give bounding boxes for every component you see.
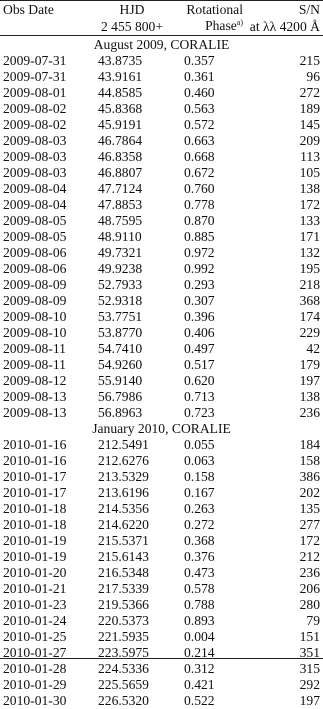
header-phase-text: Phase bbox=[205, 18, 237, 33]
sn-cell: 218 bbox=[299, 277, 320, 292]
sn-cell: 96 bbox=[306, 69, 320, 84]
sn-cell: 215 bbox=[299, 53, 320, 68]
section-title: January 2010, CORALIE bbox=[92, 421, 231, 436]
table-row bbox=[0, 293, 323, 309]
table-row bbox=[0, 389, 323, 405]
phase-cell: 0.361 bbox=[184, 69, 215, 84]
hjd-cell: 45.9191 bbox=[98, 117, 143, 132]
section-header-row bbox=[0, 37, 323, 53]
header-obs-date-blank bbox=[0, 18, 94, 37]
table-row bbox=[0, 485, 323, 501]
obs-date-cell: 2010-01-19 bbox=[3, 533, 67, 548]
table-row bbox=[0, 469, 323, 485]
hjd-cell: 220.5373 bbox=[98, 613, 149, 628]
table-row bbox=[0, 693, 323, 709]
sn-cell: 197 bbox=[299, 693, 320, 708]
phase-cell: 0.870 bbox=[184, 213, 215, 228]
hjd-cell: 54.9260 bbox=[98, 357, 143, 372]
hjd-cell: 48.7595 bbox=[98, 213, 143, 228]
obs-date-cell: 2009-08-11 bbox=[3, 341, 66, 356]
table-row bbox=[0, 165, 323, 181]
hjd-cell: 47.7124 bbox=[98, 181, 143, 196]
table-row bbox=[0, 661, 323, 677]
phase-cell: 0.517 bbox=[184, 357, 215, 372]
obs-date-cell: 2009-08-05 bbox=[3, 229, 67, 244]
sn-cell: 174 bbox=[299, 309, 320, 324]
sn-cell: 368 bbox=[299, 293, 320, 308]
table-row bbox=[0, 149, 323, 165]
sn-cell: 138 bbox=[299, 389, 320, 404]
sn-cell: 206 bbox=[299, 581, 320, 596]
sn-cell: 113 bbox=[300, 149, 320, 164]
phase-cell: 0.563 bbox=[184, 101, 215, 116]
sn-cell: 272 bbox=[299, 85, 320, 100]
header-hjd-offset: 2 455 800+ bbox=[100, 19, 164, 34]
phase-cell: 0.572 bbox=[184, 117, 215, 132]
sn-cell: 212 bbox=[299, 549, 320, 564]
phase-cell: 0.055 bbox=[184, 437, 215, 452]
sn-cell: 236 bbox=[299, 405, 320, 420]
obs-date-cell: 2010-01-16 bbox=[3, 453, 67, 468]
sn-cell: 292 bbox=[299, 677, 320, 692]
table-row bbox=[0, 517, 323, 533]
table-row bbox=[0, 85, 323, 101]
header-phase-footnote: a) bbox=[236, 18, 243, 27]
phase-cell: 0.167 bbox=[184, 485, 215, 500]
header-hjd: HJD bbox=[119, 2, 145, 17]
hjd-cell: 55.9140 bbox=[98, 373, 143, 388]
table-row bbox=[0, 597, 323, 613]
obs-date-cell: 2009-08-03 bbox=[3, 149, 67, 164]
obs-date-cell: 2010-01-29 bbox=[3, 677, 67, 692]
sn-cell: 229 bbox=[299, 325, 320, 340]
table-row bbox=[0, 629, 323, 645]
phase-cell: 0.885 bbox=[184, 229, 215, 244]
hjd-cell: 46.8358 bbox=[98, 149, 143, 164]
hjd-cell: 43.9161 bbox=[98, 69, 143, 84]
table-row bbox=[0, 405, 323, 421]
table-row bbox=[0, 453, 323, 469]
sn-cell: 386 bbox=[299, 469, 320, 484]
obs-date-cell: 2010-01-17 bbox=[3, 485, 67, 500]
phase-cell: 0.578 bbox=[184, 581, 215, 596]
sn-cell: 171 bbox=[299, 229, 320, 244]
header-phase bbox=[170, 18, 246, 37]
table-row bbox=[0, 613, 323, 629]
phase-cell: 0.376 bbox=[184, 549, 215, 564]
table-row bbox=[0, 69, 323, 85]
sn-cell: 135 bbox=[299, 501, 320, 516]
phase-cell: 0.293 bbox=[184, 277, 215, 292]
obs-date-cell: 2009-08-10 bbox=[3, 325, 67, 340]
phase-cell: 0.620 bbox=[184, 373, 215, 388]
obs-date-cell: 2009-08-02 bbox=[3, 101, 67, 116]
phase-cell: 0.272 bbox=[184, 517, 215, 532]
hjd-cell: 47.8853 bbox=[98, 197, 143, 212]
table-row bbox=[0, 277, 323, 293]
table-row bbox=[0, 117, 323, 133]
table-header bbox=[0, 0, 323, 37]
hjd-cell: 215.5371 bbox=[98, 533, 149, 548]
sn-cell: 351 bbox=[299, 645, 320, 660]
hjd-cell: 221.5935 bbox=[98, 629, 149, 644]
sn-cell: 138 bbox=[299, 181, 320, 196]
hjd-cell: 54.7410 bbox=[98, 341, 143, 356]
obs-date-cell: 2009-08-13 bbox=[3, 389, 67, 404]
sn-cell: 105 bbox=[299, 165, 320, 180]
hjd-cell: 224.5336 bbox=[98, 661, 149, 676]
obs-date-cell: 2009-08-06 bbox=[3, 261, 67, 276]
table-row bbox=[0, 677, 323, 693]
hjd-cell: 52.7933 bbox=[98, 277, 143, 292]
hjd-cell: 213.6196 bbox=[98, 485, 149, 500]
hjd-cell: 45.8368 bbox=[98, 101, 143, 116]
sn-cell: 158 bbox=[299, 453, 320, 468]
obs-date-cell: 2009-07-31 bbox=[3, 69, 67, 84]
phase-cell: 0.663 bbox=[184, 133, 215, 148]
hjd-cell: 226.5320 bbox=[98, 693, 149, 708]
sn-cell: 202 bbox=[299, 485, 320, 500]
sn-cell: 277 bbox=[299, 517, 320, 532]
obs-date-cell: 2010-01-19 bbox=[3, 549, 67, 564]
phase-cell: 0.158 bbox=[184, 469, 215, 484]
table-row bbox=[0, 373, 323, 389]
hjd-cell: 213.5329 bbox=[98, 469, 149, 484]
phase-cell: 0.473 bbox=[184, 565, 215, 580]
sn-cell: 79 bbox=[306, 613, 320, 628]
table-row bbox=[0, 533, 323, 549]
obs-date-cell: 2009-08-06 bbox=[3, 245, 67, 260]
hjd-cell: 53.7751 bbox=[98, 309, 143, 324]
obs-date-cell: 2010-01-28 bbox=[3, 661, 67, 676]
hjd-cell: 56.8963 bbox=[98, 405, 143, 420]
hjd-cell: 46.7864 bbox=[98, 133, 143, 148]
sn-cell: 42 bbox=[306, 341, 320, 356]
hjd-cell: 56.7986 bbox=[98, 389, 143, 404]
table-row bbox=[0, 549, 323, 565]
phase-cell: 0.522 bbox=[184, 693, 215, 708]
obs-date-cell: 2010-01-18 bbox=[3, 517, 67, 532]
phase-cell: 0.723 bbox=[184, 405, 215, 420]
sn-cell: 172 bbox=[299, 197, 320, 212]
hjd-cell: 43.8735 bbox=[98, 53, 143, 68]
obs-date-cell: 2010-01-23 bbox=[3, 597, 67, 612]
obs-date-cell: 2009-08-04 bbox=[3, 181, 67, 196]
phase-cell: 0.992 bbox=[184, 261, 215, 276]
obs-date-cell: 2009-08-03 bbox=[3, 165, 67, 180]
phase-cell: 0.760 bbox=[184, 181, 215, 196]
sn-cell: 172 bbox=[299, 533, 320, 548]
obs-date-cell: 2010-01-16 bbox=[3, 437, 67, 452]
sn-cell: 195 bbox=[299, 261, 320, 276]
phase-cell: 0.357 bbox=[184, 53, 215, 68]
phase-cell: 0.778 bbox=[184, 197, 215, 212]
obs-date-cell: 2009-07-31 bbox=[3, 53, 67, 68]
table-row bbox=[0, 133, 323, 149]
hjd-cell: 49.7321 bbox=[98, 245, 143, 260]
table-row bbox=[0, 101, 323, 117]
hjd-cell: 212.6276 bbox=[98, 453, 149, 468]
obs-date-cell: 2009-08-11 bbox=[3, 357, 66, 372]
hjd-cell: 49.9238 bbox=[98, 261, 143, 276]
obs-date-cell: 2010-01-27 bbox=[3, 645, 67, 660]
obs-date-cell: 2010-01-17 bbox=[3, 469, 67, 484]
phase-cell: 0.063 bbox=[184, 453, 215, 468]
obs-date-cell: 2009-08-03 bbox=[3, 133, 67, 148]
phase-cell: 0.668 bbox=[184, 149, 215, 164]
obs-date-cell: 2009-08-01 bbox=[3, 85, 67, 100]
phase-cell: 0.263 bbox=[184, 501, 215, 516]
hjd-cell: 53.8770 bbox=[98, 325, 143, 340]
obs-date-cell: 2009-08-13 bbox=[3, 405, 67, 420]
phase-cell: 0.497 bbox=[184, 341, 215, 356]
obs-date-cell: 2009-08-12 bbox=[3, 373, 67, 388]
sn-cell: 179 bbox=[299, 357, 320, 372]
table-row bbox=[0, 437, 323, 453]
table-row bbox=[0, 261, 323, 277]
table-row bbox=[0, 341, 323, 357]
phase-cell: 0.972 bbox=[184, 245, 215, 260]
sn-cell: 280 bbox=[299, 597, 320, 612]
phase-cell: 0.421 bbox=[184, 677, 215, 692]
phase-cell: 0.788 bbox=[184, 597, 215, 612]
phase-cell: 0.672 bbox=[184, 165, 215, 180]
table-row bbox=[0, 309, 323, 325]
header-obs-date: Obs Date bbox=[3, 2, 54, 17]
phase-cell: 0.312 bbox=[184, 661, 215, 676]
table-row bbox=[0, 245, 323, 261]
hjd-cell: 52.9318 bbox=[98, 293, 143, 308]
hjd-cell: 217.5339 bbox=[98, 581, 149, 596]
header-sn: S/N bbox=[298, 2, 320, 17]
table-row bbox=[0, 581, 323, 597]
sn-cell: 151 bbox=[299, 629, 320, 644]
table-row bbox=[0, 501, 323, 517]
phase-cell: 0.406 bbox=[184, 325, 215, 340]
table-body bbox=[0, 37, 323, 709]
table-row bbox=[0, 229, 323, 245]
sn-cell: 184 bbox=[299, 437, 320, 452]
phase-cell: 0.214 bbox=[184, 645, 215, 660]
obs-date-cell: 2010-01-24 bbox=[3, 613, 67, 628]
table-row bbox=[0, 357, 323, 373]
hjd-cell: 215.6143 bbox=[98, 549, 149, 564]
hjd-cell: 48.9110 bbox=[98, 229, 142, 244]
obs-date-cell: 2010-01-21 bbox=[3, 581, 67, 596]
obs-date-cell: 2010-01-20 bbox=[3, 565, 67, 580]
hjd-cell: 44.8585 bbox=[98, 85, 143, 100]
sn-cell: 315 bbox=[299, 661, 320, 676]
obs-date-cell: 2009-08-09 bbox=[3, 277, 67, 292]
sn-cell: 197 bbox=[299, 373, 320, 388]
phase-cell: 0.004 bbox=[184, 629, 215, 644]
table-row bbox=[0, 325, 323, 341]
hjd-cell: 219.5366 bbox=[98, 597, 149, 612]
table-row bbox=[0, 197, 323, 213]
phase-cell: 0.368 bbox=[184, 533, 215, 548]
obs-date-cell: 2009-08-04 bbox=[3, 197, 67, 212]
hjd-cell: 223.5975 bbox=[98, 645, 149, 660]
table-row bbox=[0, 53, 323, 69]
obs-date-cell: 2009-08-10 bbox=[3, 309, 67, 324]
sn-cell: 189 bbox=[299, 101, 320, 116]
sn-cell: 145 bbox=[299, 117, 320, 132]
obs-date-cell: 2010-01-25 bbox=[3, 629, 67, 644]
table-row bbox=[0, 213, 323, 229]
obs-date-cell: 2010-01-18 bbox=[3, 501, 67, 516]
obs-date-cell: 2010-01-30 bbox=[3, 693, 67, 708]
phase-cell: 0.460 bbox=[184, 85, 215, 100]
sn-cell: 209 bbox=[299, 133, 320, 148]
hjd-cell: 225.5659 bbox=[98, 677, 149, 692]
header-sn-wavelength: at λλ 4200 Å bbox=[249, 19, 320, 34]
obs-date-cell: 2009-08-09 bbox=[3, 293, 67, 308]
hjd-cell: 214.5356 bbox=[98, 501, 149, 516]
phase-cell: 0.713 bbox=[184, 389, 215, 404]
section-title: August 2009, CORALIE bbox=[93, 37, 230, 52]
hjd-cell: 214.6220 bbox=[98, 517, 149, 532]
obs-date-cell: 2009-08-05 bbox=[3, 213, 67, 228]
hjd-cell: 216.5348 bbox=[98, 565, 149, 580]
sn-cell: 133 bbox=[299, 213, 320, 228]
hjd-cell: 212.5491 bbox=[98, 437, 149, 452]
table-row bbox=[0, 181, 323, 197]
sn-cell: 236 bbox=[299, 565, 320, 580]
header-rotational: Rotational bbox=[186, 2, 243, 17]
section-header-row bbox=[0, 421, 323, 437]
phase-cell: 0.307 bbox=[184, 293, 215, 308]
table-row bbox=[0, 565, 323, 581]
phase-cell: 0.893 bbox=[184, 613, 215, 628]
phase-cell: 0.396 bbox=[184, 309, 215, 324]
hjd-cell: 46.8807 bbox=[98, 165, 143, 180]
obs-date-cell: 2009-08-02 bbox=[3, 117, 67, 132]
sn-cell: 132 bbox=[299, 245, 320, 260]
